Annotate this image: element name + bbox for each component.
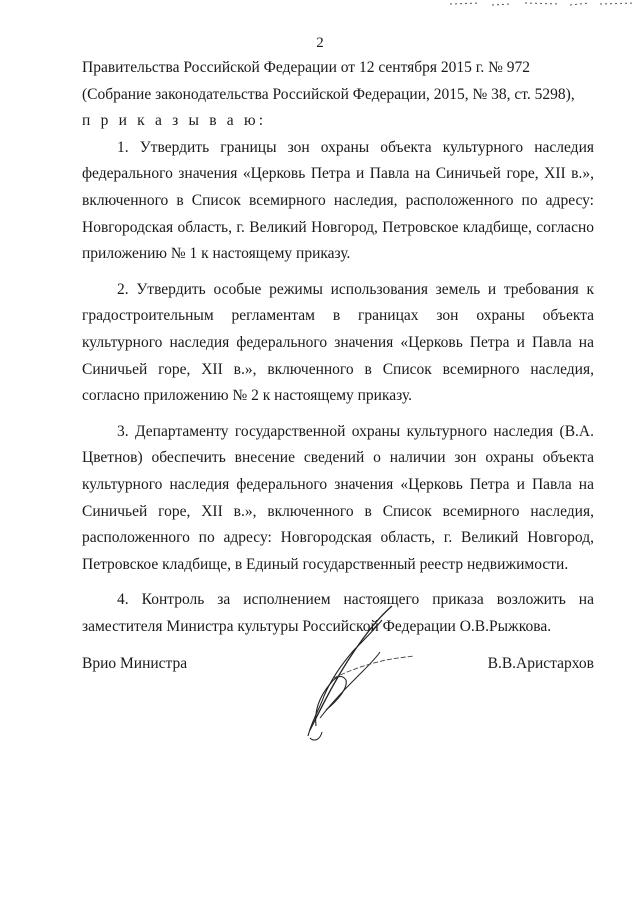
signatory-name: В.В.Аристархов bbox=[487, 655, 594, 672]
clause-2: 2. Утвердить особые режимы использования земель и требования к градостроительным регламентам в границах зон охраны объекта культурного наследия федерального значения «Церковь Петра и Павла на Синичьей горе, XII в.», включенного в Список всемирного наследия, согласно приложению № 2 к настоящему приказу. bbox=[82, 280, 594, 405]
clause-1: 1. Утвердить границы зон охраны объекта культурного наследия федерального значения «Церковь Петра и Павла на Синичьей горе, XII в.», включенного в Список всемирного наследия, расположенного по адресу: Новгородская область, г. Великий Новгород, Петровское кладбище, согласно приложению № 1 к настоящему приказу. bbox=[82, 138, 594, 263]
handwritten-signature bbox=[290, 600, 420, 750]
intro-line-1: Правительства Российской Федерации от 12 сентября 2015 г. № 972 bbox=[82, 59, 531, 76]
clause-3: 3. Департаменту государственной охраны культурного наследия (В.А. Цветнов) обеспечить внесение сведений о наличии зон охраны объекта культурного наследия федерального значения «Церковь Петра и Павла на Синичьей горе, XII в.», включенного в Список всемирного наследия, расположенного по адресу: Новгородская область, г. Великий Новгород, Петровское кладбище, в Единый государственный реестр недвижимости. bbox=[82, 422, 594, 573]
signatory-position: Врио Министра bbox=[82, 655, 188, 672]
intro-line-2: (Собрание законодательства Российской Федерации, 2015, № 38, ст. 5298), bbox=[82, 85, 575, 103]
document-body bbox=[82, 55, 594, 640]
page-number: 2 bbox=[316, 35, 324, 51]
clause-4: 4. Контроль за исполнением настоящего приказа возложить на заместителя Министра культуры Российской Федерации О.В.Рыжкова. bbox=[82, 591, 594, 635]
scan-edge-mark bbox=[440, 0, 640, 14]
order-word: п р и к а з ы в а ю: bbox=[82, 112, 267, 130]
